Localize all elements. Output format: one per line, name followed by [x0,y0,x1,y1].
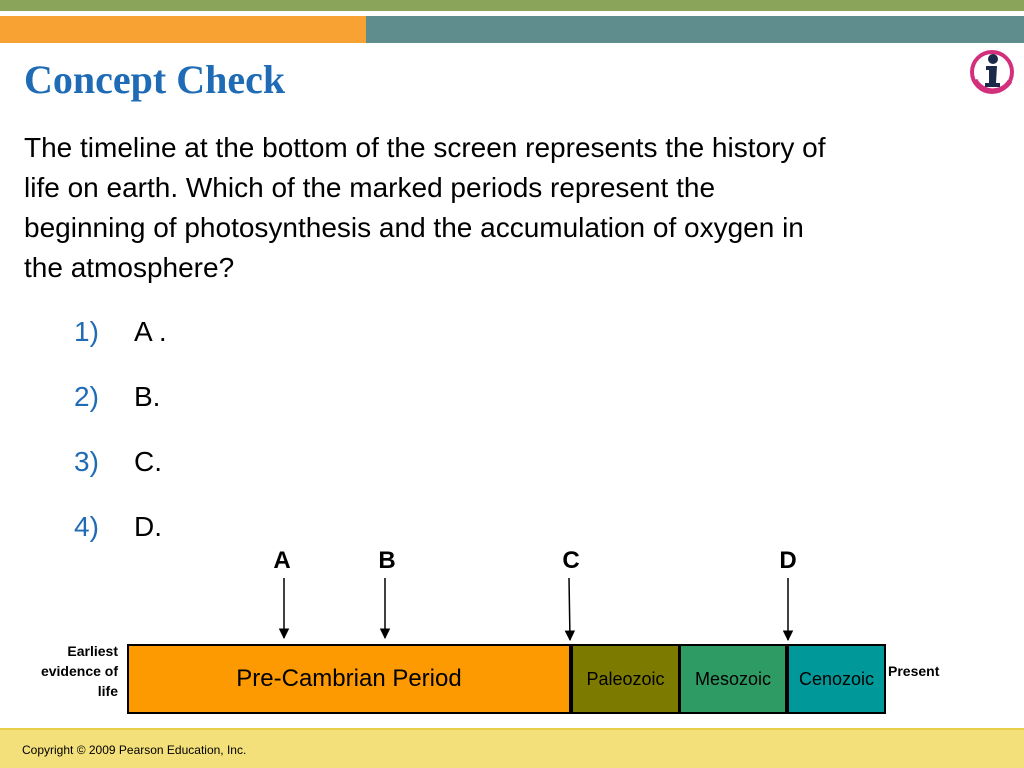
marker-label-d: D [779,547,797,574]
timeline-start-label: Earliest evidence of life [40,643,118,699]
option-text: B. [134,381,161,412]
period-mesozoic: Mesozoic [681,646,785,712]
option-number: 2) [74,381,99,412]
timeline-bar [127,644,886,714]
option-text: C. [134,446,162,477]
option-number: 3) [74,446,99,477]
option-number: 4) [74,511,99,542]
marker-label-b: B [378,547,396,574]
option-text: D. [134,511,162,542]
option-text: A . [134,316,167,347]
period-cenozoic: Cenozoic [789,646,884,712]
footer-divider [0,728,1024,730]
period-paleozoic: Paleozoic [573,646,678,712]
copyright-text: Copyright © 2009 Pearson Education, Inc. [22,743,247,757]
timeline-end-label: Present [888,663,940,679]
option-number: 1) [74,316,99,347]
slide-title: Concept Check [24,57,286,102]
period-pre-cambrian: Pre-Cambrian Period [129,646,569,712]
arrow-c [569,578,570,640]
question-text: The timeline at the bottom of the screen represents the history of life on earth. Which of the marked periods represent the beginning of photosynthesis and the accumulation of oxygen in the atmosphere? [24,132,826,283]
marker-label-c: C [562,547,580,574]
marker-label-a: A [273,547,291,574]
